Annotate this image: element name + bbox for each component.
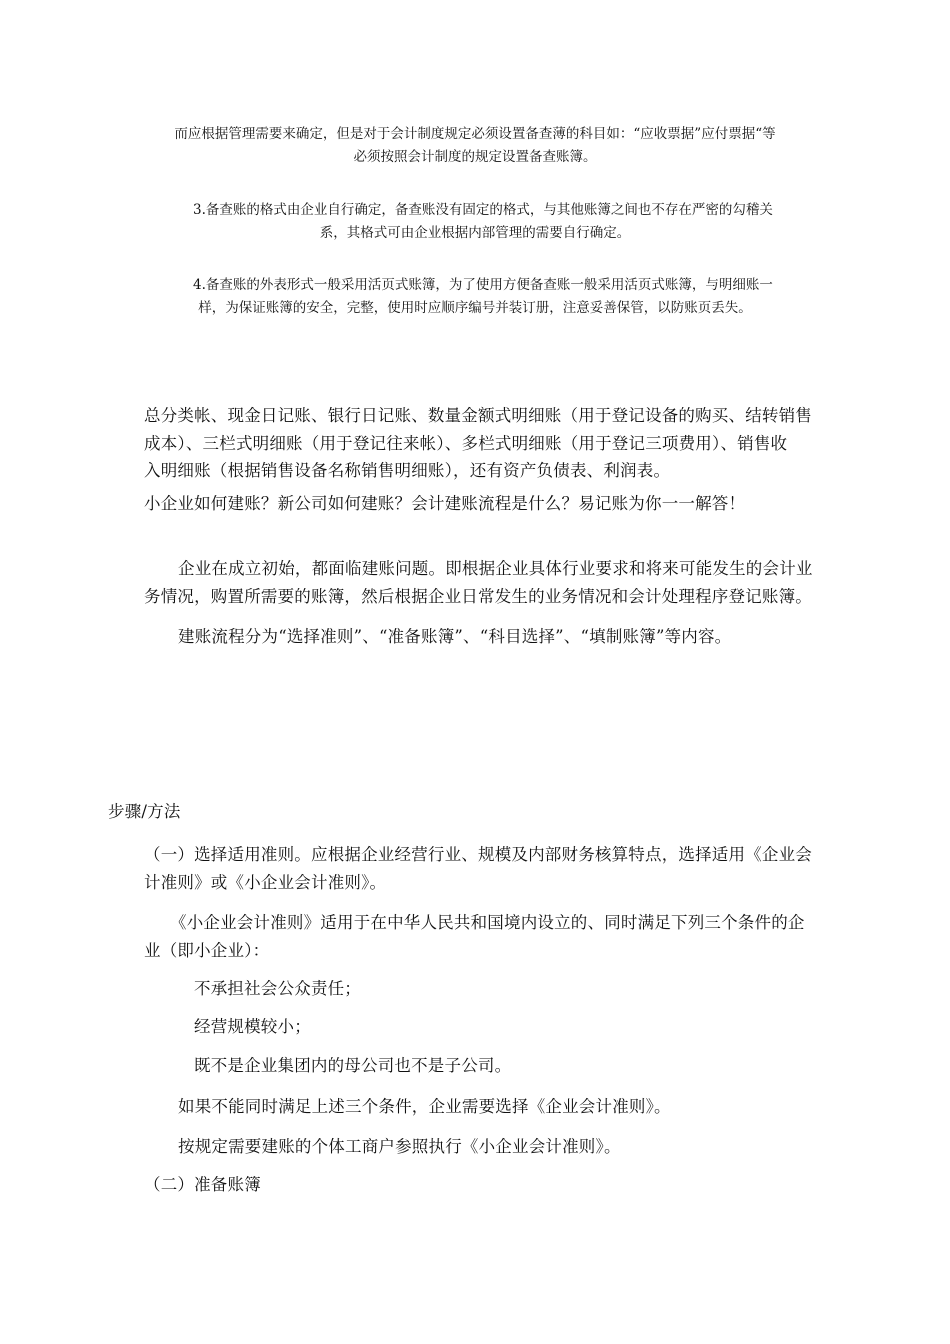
intro-line: 企业在成立初始，都面临建账问题。即根据企业具体行业要求和将来可能发生的会计业 [178,559,813,578]
paragraph-line: 样，为保证账簿的安全，完整，使用时应顺序编号并装订册，注意妥善保管，以防账页丢失。 [198,300,752,316]
books-line: 入明细账（根据销售设备名称销售明细账），还有资产负债表、利润表。 [144,461,671,480]
condition-item: 不承担社会公众责任； [194,979,361,998]
paragraph-line: 4.备查账的外表形式一般采用活页式账簿，为了使用方便备查账一般采用活页式账簿，与明细账一 [193,277,773,293]
paragraph-line: 必须按照会计制度的规定设置备查账簿。 [353,149,597,165]
steps-title: 步骤/方法 [108,802,181,821]
step1-line: 计准则》或《小企业会计准则》。 [144,873,387,892]
small-enterprise-line: 业（即小企业）： [144,941,270,960]
question-line: 小企业如何建账？新公司如何建账？会计建账流程是什么？易记账为你一一解答！ [144,494,746,513]
books-line: 总分类帐、现金日记账、银行日记账、数量金额式明细账（用于登记设备的购买、结转销售 [144,406,812,425]
individual-line: 按规定需要建账的个体工商户参照执行《小企业会计准则》。 [178,1137,621,1156]
step2-title: （二）准备账簿 [144,1175,261,1194]
step1-line: （一）选择适用准则。应根据企业经营行业、规模及内部财务核算特点，选择适用《企业会 [144,845,812,864]
paragraph-line: 系，其格式可由企业根据内部管理的需要自行确定。 [319,225,631,241]
condition-item: 既不是企业集团内的母公司也不是子公司。 [194,1056,512,1075]
books-line: 成本）、三栏式明细账（用于登记往来帐）、多栏式明细账（用于登记三项费用）、销售收 [144,434,788,453]
flow-line: 建账流程分为“选择准则”、“准备账簿”、“科目选择”、“填制账簿”等内容。 [178,627,732,646]
otherwise-line: 如果不能同时满足上述三个条件，企业需要选择《企业会计准则》。 [178,1097,671,1116]
paragraph-line: 3.备查账的格式由企业自行确定，备查账没有固定的格式，与其他账簿之间也不存在严密的勾稽关 [193,202,773,218]
intro-line: 务情况，购置所需要的账簿，然后根据企业日常发生的业务情况和会计处理程序登记账簿。 [144,587,812,606]
paragraph-line: 而应根据管理需要来确定，但是对于会计制度规定必须设置备查薄的科目如：“应收票据”应付票据“等 [174,126,776,142]
condition-item: 经营规模较小； [194,1017,311,1036]
small-enterprise-line: 《小企业会计准则》适用于在中华人民共和国境内设立的、同时满足下列三个条件的企 [170,913,805,932]
